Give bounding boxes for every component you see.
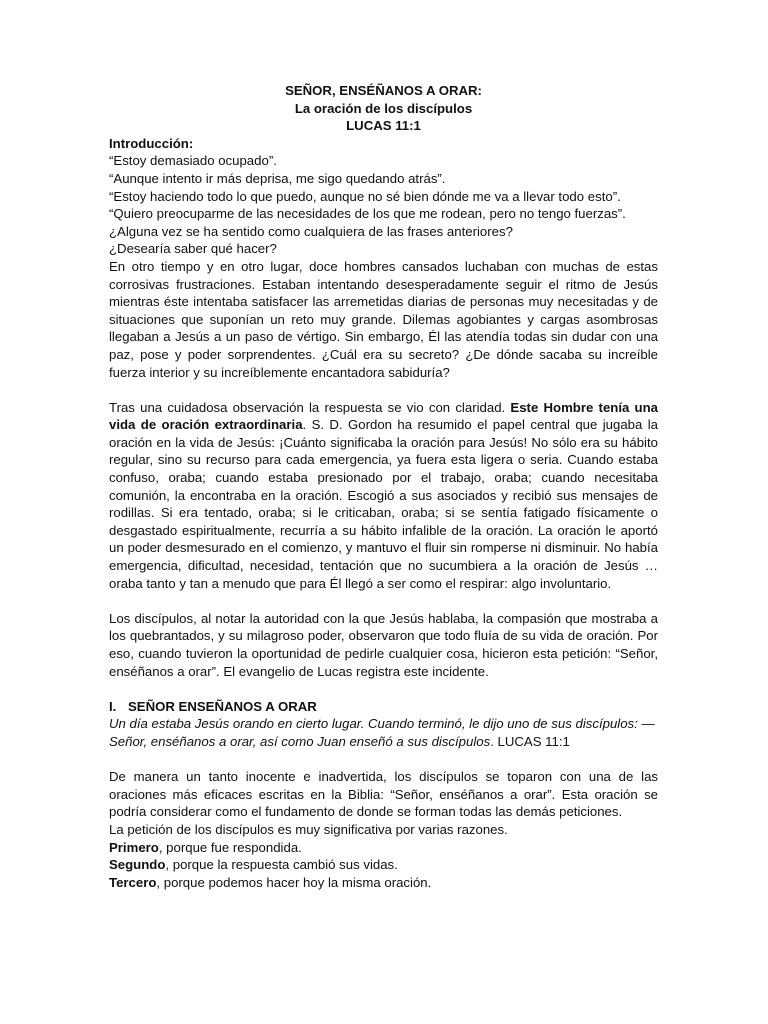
reason-item (109, 839, 658, 857)
reason-text: , porque fue respondida. (158, 839, 302, 855)
section-1-heading (109, 698, 658, 716)
section-1-number: I. (109, 698, 117, 714)
spacer (109, 381, 658, 399)
section-1-quote-ref: . LUCAS 11:1 (490, 733, 570, 749)
intro-heading: Introducción: (109, 135, 194, 151)
intro-line: ¿Desearía saber qué hacer? (109, 241, 277, 257)
paragraph-2-before: Tras una cuidadosa observación la respuesta se vio con claridad. (109, 399, 511, 415)
reason-label: Tercero (109, 874, 157, 890)
reasons-intro: La petición de los discípulos es muy significativa por varias razones. (109, 821, 508, 837)
intro-line: “Estoy demasiado ocupado”. (109, 153, 277, 169)
paragraph-2 (109, 399, 658, 593)
reason-label: Segundo (109, 857, 166, 873)
spacer (109, 680, 658, 698)
section-1-quote-text: Un día estaba Jesús orando en cierto lugar. Cuando terminó, le dijo uno de sus discípulos: —Señor, enséñanos a orar, así como Juan enseñó a sus discípulos (109, 716, 655, 749)
reason-text: , porque podemos hacer hoy la misma oración. (156, 874, 432, 890)
paragraph-2-after: . S. D. Gordon ha resumido el papel central que jugaba la oración en la vida de Jesús: ¡Cuánto significaba la oración para Jesús! No sólo era su hábito regular, sino su recurso para cada emergencia, ya fuera esta ligera o seria. Cuando estaba confuso, oraba; cuando estaba presionado por el trabajo, oraba; cuando necesitaba comunión, la encontraba en la oración. Escogió a sus asociados y recibió sus mensajes de rodillas. Si era tentado, oraba; si le criticaban, oraba; si se sentía fatigado físicamente o desgastado espiritualmente, recurría a su hábito infalible de la oración. La oración le aportó un poder desmesurado en el comienzo, y mantuvo el fluir sin romperse ni disminuir. No había emergencia, dificultad, necesidad, tentación que no sucumbiera a la oración de Jesús … oraba tanto y tan a menudo que para Él llegó a ser como el respirar: algo involuntario. (109, 417, 658, 591)
reason-label: Primero (109, 839, 159, 855)
reason-item (109, 874, 658, 892)
reason-text: , porque la respuesta cambió sus vidas. (165, 857, 398, 873)
section-1-title: SEÑOR ENSEÑANOS A ORAR (128, 698, 317, 714)
intro-line: “Quiero preocuparme de las necesidades de los que me rodean, pero no tengo fuerzas”. (109, 206, 626, 222)
title-line-3: LUCAS 11:1 (346, 118, 421, 134)
document-page (109, 82, 658, 891)
reason-item (109, 856, 658, 874)
section-1-paragraph: De manera un tanto inocente e inadvertida, los discípulos se toparon con una de las oraciones más eficaces escritas en la Biblia: “Señor, enséñanos a orar”. Esta oración se podría considerar como el fundamento de donde se forman todas las demás peticiones. (109, 769, 658, 820)
intro-line: “Estoy haciendo todo lo que puedo, aunque no sé bien dónde me va a llevar todo esto”. (109, 188, 621, 204)
spacer (109, 751, 658, 769)
spacer (109, 592, 658, 610)
paragraph-2-emphasis: Este Hombre tenía una vida de oración extraordinaria (109, 399, 658, 433)
intro-line: ¿Alguna vez se ha sentido como cualquiera de las frases anteriores? (109, 223, 513, 239)
title-line-2: La oración de los discípulos (294, 100, 473, 116)
intro-paragraph: En otro tiempo y en otro lugar, doce hombres cansados luchaban con muchas de estas corrosivas frustraciones. Estaban intentando desesperadamente seguir el ritmo de Jesús mientras éste intentaba satisfacer las arremetidas diarias de personas muy necesitadas y de situaciones que suponían un reto muy grande. Dilemas agobiantes y cargas asombrosas llegaban a Jesús a un paso de vértigo. Sin embargo, Él las atendía todas sin dudar con una paz, pose y poder sorprendentes. ¿Cuál era su secreto? ¿De dónde sacaba su increíble fuerza interior y su increíblemente encantadora sabiduría? (109, 258, 658, 380)
intro-line: “Aunque intento ir más deprisa, me sigo quedando atrás”. (109, 170, 446, 186)
paragraph-3: Los discípulos, al notar la autoridad con la que Jesús hablaba, la compasión que mostraba a los quebrantados, y su milagroso poder, observaron que todo fluía de su vida de oración. Por eso, cuando tuvieron la oportunidad de pedirle cualquier cosa, hicieron esta petición: “Señor, enséñanos a orar”. El evangelio de Lucas registra este incidente. (109, 610, 658, 679)
section-1-quote (109, 715, 658, 750)
title-line-1: SEÑOR, ENSÉÑANOS A ORAR: (285, 83, 482, 98)
